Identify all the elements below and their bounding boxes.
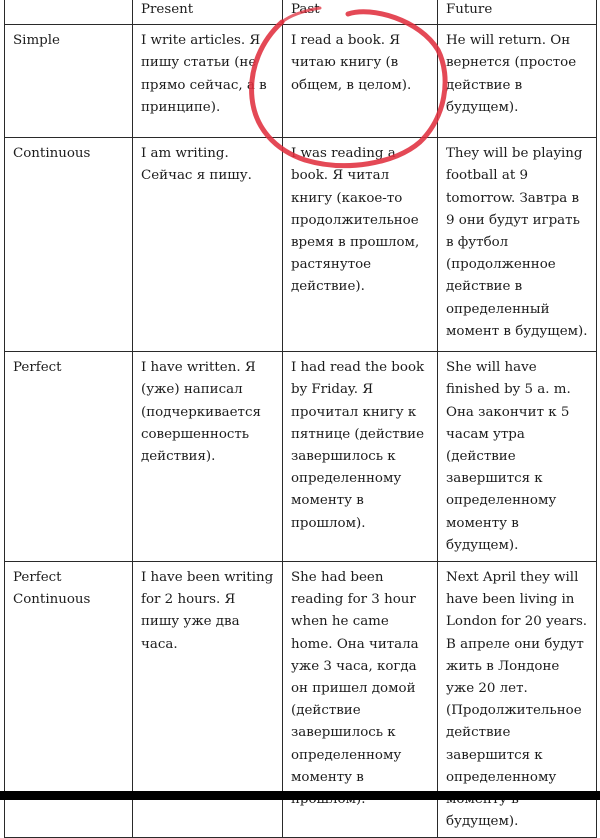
bottom-black-bar (0, 791, 600, 800)
cell-future: They will be playing football at 9 tomorrow. Завтра в 9 они будут играть в футбол (продолженное действие в определенный момент в будущем). (438, 138, 597, 352)
row-label: Simple (5, 25, 133, 138)
cell-future: She will have finished by 5 a. m. Она закончит к 5 часам утра (действие завершится к определенному моменту в будущем). (438, 352, 597, 562)
header-future: Future (438, 0, 597, 25)
cell-past: I had read the book by Friday. Я прочитал книгу к пятнице (действие завершилось к определенному моменту в прошлом). (283, 352, 438, 562)
cell-present: I write articles. Я пишу статьи (не прямо сейчас, а в принципе). (133, 25, 283, 138)
cell-past: I read a book. Я читаю книгу (в общем, в целом). (283, 25, 438, 138)
row-label: Continuous (5, 138, 133, 352)
table-row-simple (5, 25, 597, 138)
cell-past: She had been reading for 3 hour when he came home. Она читала уже 3 часа, когда он пришел домой (действие завершилось к определенному моменту в (283, 562, 438, 838)
row-label: Perfect Continuous (5, 562, 133, 838)
table-row-continuous (5, 138, 597, 352)
tenses-table (4, 0, 597, 838)
cell-present: I have been writing for 2 hours. Я пишу уже два часа. (133, 562, 283, 838)
header-past: Past (283, 0, 438, 25)
row-label: Perfect (5, 352, 133, 562)
cell-future: Next April they will have been living in London for 20 years. В апреле они будут жить в Лондоне уже 20 лет. (Продолжительное действие завершится к определенному будущем). (438, 562, 597, 838)
cell-present: I have written. Я (уже) написал (подчеркивается совершенность действия). (133, 352, 283, 562)
header-present: Present (133, 0, 283, 25)
cell-past: I was reading a book. Я читал книгу (какое-то продолжительное время в прошлом, растянутое действие). (283, 138, 438, 352)
header-row (5, 0, 597, 25)
cell-future: He will return. Он вернется (простое действие в будущем). (438, 25, 597, 138)
table-row-perfect (5, 352, 597, 562)
cell-present: I am writing. Сейчас я пишу. (133, 138, 283, 352)
header-empty-cell (5, 0, 133, 25)
